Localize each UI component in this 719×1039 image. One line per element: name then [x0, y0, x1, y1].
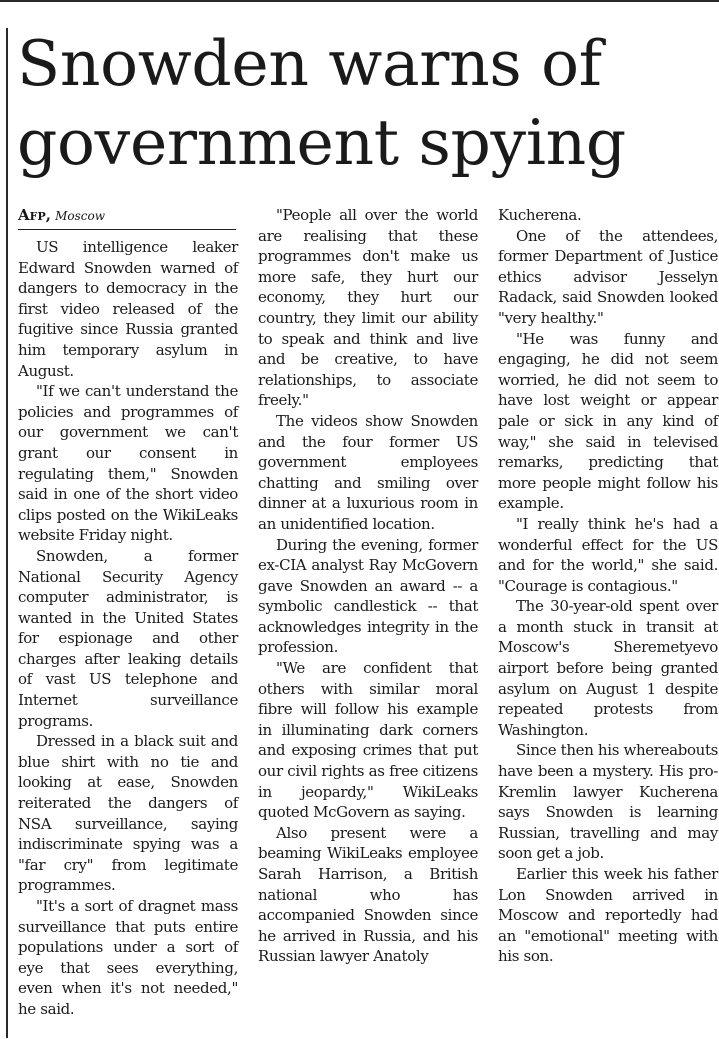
article-paragraph: "It's a sort of dragnet mass surveillance that puts entire populations under a sort of eye that sees everything, even when it's not needed," he said. — [18, 897, 238, 1018]
headline-line-2: government spying — [17, 106, 626, 179]
article-paragraph: During the evening, former ex-CIA analyst Ray McGovern gave Snowden an award -- a symbolic candlestick -- that acknowledges integrity in the profession. — [258, 535, 478, 657]
article-paragraph: Since then his whereabouts have been a mystery. His pro-Kremlin lawyer Kucherena says Snowden is learning Russian, travelling and may soon get a job. — [498, 741, 718, 863]
headline-line-1: Snowden warns of — [17, 27, 602, 100]
article-paragraph: Dressed in a black suit and blue shirt with no tie and looking at ease, Snowden reiterated the dangers of NSA surveillance, saying indiscriminate spying was a "far cry" from legitimate programmes. — [18, 732, 238, 895]
headline — [17, 24, 717, 182]
article-paragraph: One of the attendees, former Department of Justice ethics advisor Jesselyn Radack, said Snowden looked "very healthy." — [498, 226, 718, 327]
article-paragraph: "I really think he's had a wonderful effect for the US and for the world," she said. "Courage is contagious." — [498, 514, 718, 595]
article-column-2 — [258, 205, 478, 967]
article-column-1 — [18, 237, 238, 1020]
article-column-3 — [498, 205, 718, 967]
article-paragraph: Snowden, a former National Security Agency computer administrator, is wanted in the United States for espionage and other charges after leaking details of vast US telephone and Internet surveillance programs. — [18, 546, 238, 730]
top-rule — [0, 0, 719, 2]
article-paragraph: The videos show Snowden and the four former US government employees chatting and smiling over dinner at a luxurious room in an unidentified location. — [258, 411, 478, 533]
article-paragraph: "We are confident that others with similar moral fibre will follow his example in illuminating dark corners and exposing crimes that put our civil rights as free citizens in jeopardy," WikiLeaks quoted McGovern as saying. — [258, 659, 478, 822]
article-paragraph: Also present were a beaming WikiLeaks employee Sarah Harrison, a British national who has accompanied Snowden since he arrived in Russia, and his Russian lawyer Anatoly — [258, 823, 478, 966]
article-paragraph: Earlier this week his father Lon Snowden arrived in Moscow and reportedly had an "emotional" meeting with his son. — [498, 865, 718, 966]
article-paragraph: The 30-year-old spent over a month stuck in transit at Moscow's Sheremetyevo airport before being granted asylum on August 1 despite repeated protests from Washington. — [498, 597, 718, 739]
byline-location: Moscow — [55, 209, 105, 223]
article-paragraph-continued: Kucherena. — [498, 206, 582, 224]
article-paragraph: "People all over the world are realising that these programmes don't make us more safe, they hurt our economy, they hurt our country, they limit our ability to speak and think and live and be creative, to have relationships, to associate freely." — [258, 206, 478, 410]
article-paragraph: "He was funny and engaging, he did not seem worried, he did not seem to have lost weight or appear pale or sick in any kind of way," she said in televised remarks, predicting that more people might follow his example. — [498, 329, 718, 513]
byline — [18, 205, 236, 230]
byline-agency: Afp, — [18, 206, 51, 224]
left-column-rule — [6, 28, 8, 1038]
article-paragraph: "If we can't understand the policies and programmes of our government we can't grant our consent in regulating them," Snowden said in one of the short video clips posted on the WikiLeaks website Friday night. — [18, 382, 238, 545]
article-paragraph: US intelligence leaker Edward Snowden warned of dangers to democracy in the first video released of the fugitive since Russia granted him temporary asylum in August. — [18, 238, 238, 380]
